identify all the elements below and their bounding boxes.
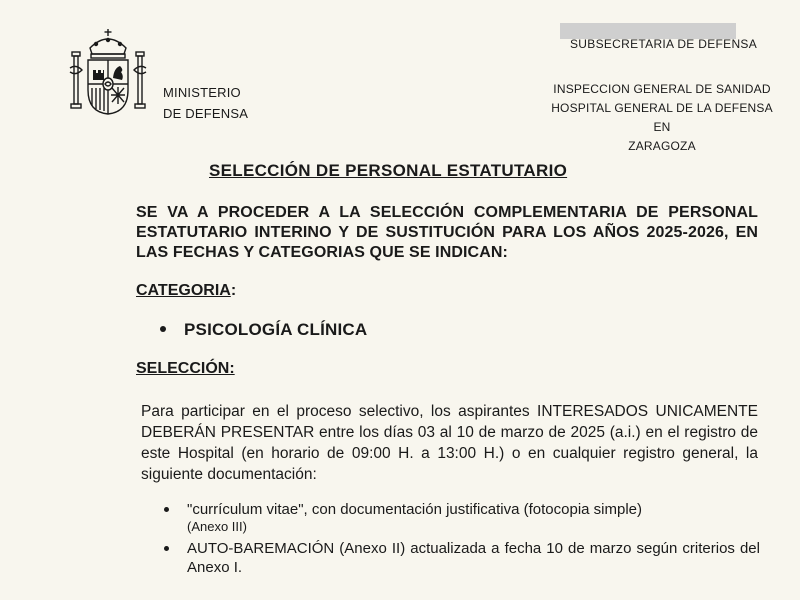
inspection-line-2: HOSPITAL GENERAL DE LA DEFENSA EN <box>551 101 773 134</box>
bullet-icon <box>164 507 169 512</box>
categoria-label-text: CATEGORIA <box>136 282 231 299</box>
categoria-label <box>136 282 236 300</box>
bullet-icon <box>160 326 166 332</box>
coat-of-arms-logo <box>66 26 150 118</box>
seleccion-label: SELECCIÓN: <box>136 360 235 377</box>
list-item <box>162 539 760 577</box>
list-item-note: (Anexo III) <box>187 519 247 534</box>
ministry-name <box>163 82 248 124</box>
inspection-line-3: ZARAGOZA <box>628 139 696 153</box>
ministry-line-2: DE DEFENSA <box>163 106 249 121</box>
inspection-line-1: INSPECCION GENERAL DE SANIDAD <box>553 82 771 96</box>
bullet-icon <box>164 546 169 551</box>
categoria-item <box>160 320 367 340</box>
list-item-text: "currículum vitae", con documentación justificativa (fotocopia simple) <box>187 501 643 518</box>
list-item-text: AUTO-BAREMACIÓN (Anexo II) actualizada a fecha 10 de marzo según criterios del Anexo I. <box>187 540 760 576</box>
categoria-colon: : <box>230 282 237 299</box>
categoria-item-text: PSICOLOGÍA CLÍNICA <box>184 320 368 339</box>
intro-paragraph: SE VA A PROCEDER A LA SELECCIÓN COMPLEMENTARIA DE PERSONAL ESTATUTARIO INTERINO Y DE SUSTITUCIÓN PARA LOS AÑOS 2025-2026, EN LAS FECHAS Y CATEGORIAS QUE SE INDICAN: <box>136 204 758 261</box>
inspection-heading <box>548 80 776 156</box>
ministry-line-1: MINISTERIO <box>163 85 241 100</box>
instructions-paragraph: Para participar en el proceso selectivo, los aspirantes INTERESADOS UNICAMENTE DEBERÁN PRESENTAR entre los días 03 al 10 de marzo de 2025 (a.i.) en el registro de este Hospital (en horario de 09:00 H. a 13:00 H.) o en cualquier registro general, la siguiente documentación: <box>141 403 758 483</box>
list-item <box>162 500 760 535</box>
documentation-list <box>162 500 760 581</box>
document-title: SELECCIÓN DE PERSONAL ESTATUTARIO <box>209 161 568 180</box>
subsecretaria-heading: SUBSECRETARIA DE DEFENSA <box>570 37 758 51</box>
